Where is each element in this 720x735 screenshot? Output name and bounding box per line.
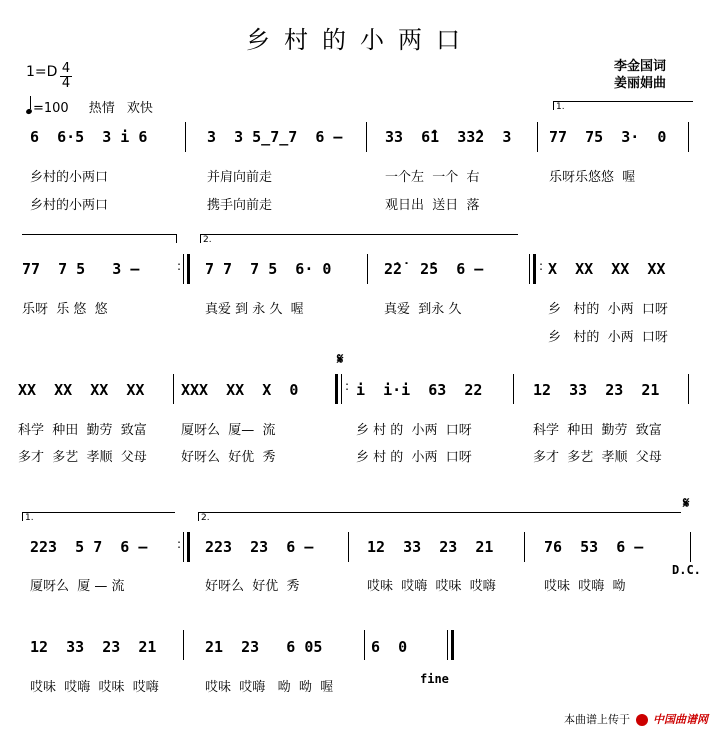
measure: XX XX XX XX	[18, 381, 145, 399]
fine-marking: fine	[420, 672, 449, 686]
key-signature: 1=D	[26, 64, 58, 80]
lyric: 多才 多艺 孝顺 父母	[18, 450, 147, 465]
time-signature	[60, 62, 72, 91]
lyric: 乐呀乐悠悠 喔	[549, 170, 636, 185]
credits	[614, 58, 666, 92]
measure: 77 75 3· 0	[549, 128, 667, 146]
measure: 6 6·5 3 i 6	[30, 128, 148, 146]
measure: i i·i 63 22	[356, 381, 483, 399]
repeat-dots: :	[345, 379, 350, 393]
lyric: 乡 村 的 小两 口呀	[356, 450, 472, 465]
measure: 21 23 6 05	[205, 638, 323, 656]
lyric: 哎味 哎嗨 呦	[544, 579, 626, 594]
lyric: 厦呀么 厦 — 流	[30, 579, 125, 594]
site-logo-icon	[636, 714, 648, 726]
repeat-dots: :	[539, 259, 544, 273]
footer	[564, 711, 708, 727]
repeat-dots: :	[177, 259, 182, 273]
lyric: 哎味 哎嗨 呦 呦 喔	[205, 680, 334, 695]
tempo-marking	[26, 97, 153, 116]
measure: 223 23 6 –	[205, 538, 314, 556]
measure: 7 7 7 5 6· 0	[205, 260, 332, 278]
lyric: 乡 村的 小两 口呀	[548, 302, 668, 317]
measure: XXX XX X 0	[181, 381, 299, 399]
lyric: 乡村的小两口	[30, 170, 109, 185]
volta-2: 2.	[200, 234, 518, 243]
lyric: 好呀么 好优 秀	[181, 450, 276, 465]
measure: 3 3 5̲7̲7 6 –	[207, 128, 343, 146]
segno-sign: 𝄋	[683, 494, 690, 512]
lyric: 真爱 到 永 久 喔	[205, 302, 304, 317]
measure: 76 53 6 –	[544, 538, 644, 556]
volta-2: 2.	[198, 512, 681, 521]
lyric: 科学 种田 勤劳 致富	[18, 423, 147, 438]
measure: 2̇2̇ 2̇5 6 –	[384, 260, 484, 278]
measure: 12 33 23 21	[367, 538, 494, 556]
lyric: 好呀么 好优 秀	[205, 579, 300, 594]
measure: 12 33 23 21	[533, 381, 660, 399]
lyric: 厦呀么 厦— 流	[181, 423, 276, 438]
footer-text: 本曲谱上传于	[564, 713, 630, 726]
lyric: 观日出 送日 落	[385, 198, 480, 213]
repeat-dots: :	[177, 537, 182, 551]
volta-1: 1.	[22, 512, 175, 521]
lyric: 乡村的小两口	[30, 198, 109, 213]
measure: 6 0	[371, 638, 408, 656]
dc-marking: D.C.	[672, 563, 701, 577]
lyric: 一个左 一个 右	[385, 170, 480, 185]
lyricist: 李金国词	[614, 59, 667, 74]
tempo-value: =100	[33, 101, 69, 116]
lyric: 真爱 到永 久	[384, 302, 462, 317]
segno-sign: 𝄋	[337, 350, 344, 368]
page-title: 乡村的小两口	[246, 26, 474, 54]
measure: 77 7 5 3 –	[22, 260, 140, 278]
lyric: 多才 多艺 孝顺 父母	[533, 450, 662, 465]
lyric: 携手向前走	[207, 198, 273, 213]
measure: 12 33 23 21	[30, 638, 157, 656]
time-sig-bottom: 4	[61, 76, 71, 91]
lyric: 并肩向前走	[207, 170, 273, 185]
lyric: 乐呀 乐 悠 悠	[22, 302, 108, 317]
quarter-note-icon	[25, 108, 32, 115]
lyric: 哎味 哎嗨 哎味 哎嗨	[30, 680, 159, 695]
volta-1: 1.	[553, 101, 693, 110]
measure: 223 5 7 6 –	[30, 538, 148, 556]
measure: X XX XX XX	[548, 260, 666, 278]
volta-1-end	[22, 234, 177, 243]
composer: 姜丽娟曲	[614, 76, 667, 91]
lyric: 科学 种田 勤劳 致富	[533, 423, 662, 438]
lyric: 哎味 哎嗨 哎味 哎嗨	[367, 579, 496, 594]
lyric: 乡 村的 小两 口呀	[548, 330, 668, 345]
time-sig-top: 4	[61, 61, 71, 76]
measure: 33 6̂1 33̂2 3	[385, 128, 512, 146]
expression: 热情 欢快	[88, 101, 153, 116]
lyric: 乡 村 的 小两 口呀	[356, 423, 472, 438]
site-name[interactable]: 中国曲谱网	[653, 713, 708, 726]
